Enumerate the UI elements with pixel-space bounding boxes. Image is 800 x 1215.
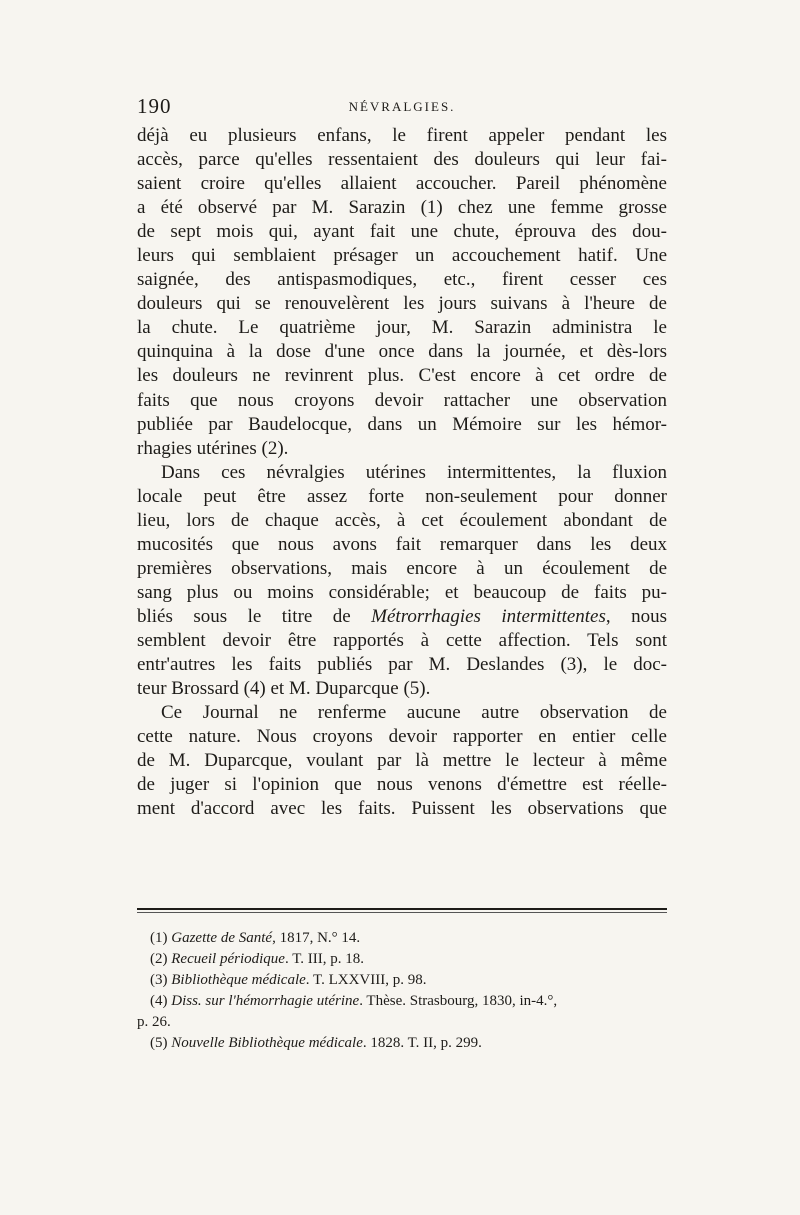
footnote-detail: . T. LXXVIII, p. 98. bbox=[305, 972, 427, 988]
text-line: locale peut être assez forte non-seulement pour donner bbox=[137, 485, 667, 507]
text-span: bliés sous le titre de bbox=[137, 605, 372, 627]
text-line: ment d'accord avec les faits. Puissent les observations que bbox=[137, 798, 667, 820]
separator-rule bbox=[137, 912, 667, 913]
running-title: NÉVRALGIES. bbox=[348, 99, 456, 114]
body-text bbox=[137, 124, 667, 821]
text-line: semblent devoir être rapportés à cette affection. Tels sont bbox=[137, 629, 667, 651]
text-line: déjà eu plusieurs enfans, le firent appeler pendant les bbox=[137, 125, 667, 146]
footnote-source: Bibliothèque médicale bbox=[171, 972, 306, 988]
text-line: teur Brossard (4) et M. Duparcque (5). bbox=[137, 678, 431, 700]
text-line: rhagies utérines (2). bbox=[137, 437, 289, 459]
text-line: saient croire qu'elles allaient accoucher. Pareil phénomène bbox=[137, 173, 667, 195]
footnote bbox=[150, 949, 667, 970]
footnote bbox=[150, 970, 667, 991]
text-line: faits que nous croyons devoir rattacher une observation bbox=[137, 389, 667, 411]
footnote-number: (4) bbox=[150, 993, 168, 1009]
text-line: douleurs qui se renouvelèrent les jours suivans à l'heure de bbox=[137, 293, 667, 315]
text-line: premières observations, mais encore à un écoulement de bbox=[137, 557, 667, 579]
text-line: cette nature. Nous croyons devoir rapporter en entier celle bbox=[137, 726, 667, 748]
text-line: la chute. Le quatrième jour, M. Sarazin administra le bbox=[137, 317, 667, 339]
separator-rule bbox=[137, 908, 667, 910]
text-span: , nous bbox=[605, 605, 667, 627]
text-line: Dans ces névralgies utérines intermittentes, la fluxion bbox=[161, 461, 667, 483]
footnote-detail: , 1817, N.° 14. bbox=[272, 930, 361, 946]
footnote-detail: . T. III, p. 18. bbox=[284, 951, 364, 967]
text-line: Ce Journal ne renferme aucune autre observation de bbox=[161, 702, 667, 724]
page-number: 190 bbox=[137, 94, 172, 118]
text-line: leurs qui semblaient présager un accouchement hatif. Une bbox=[137, 245, 667, 267]
text-line: quinquina à la dose d'une once dans la journée, et dès-lors bbox=[137, 341, 667, 363]
footnote bbox=[150, 991, 667, 1012]
text-line: accès, parce qu'elles ressentaient des douleurs qui leur fai- bbox=[137, 149, 667, 171]
footnote-number: (1) bbox=[150, 930, 168, 946]
footnote-detail: p. 26. bbox=[137, 1014, 171, 1030]
text-line-with-italic bbox=[137, 605, 667, 629]
text-line: entr'autres les faits publiés par M. Deslandes (3), le doc- bbox=[137, 654, 667, 676]
footnote-separator bbox=[137, 908, 667, 913]
text-line: lieu, lors de chaque accès, à cet écoulement abondant de bbox=[137, 509, 667, 531]
footnote-source: Nouvelle Bibliothèque médicale bbox=[171, 1035, 363, 1051]
text-line: de juger si l'opinion que nous venons d'émettre est réelle- bbox=[137, 774, 667, 796]
footnote-number: (2) bbox=[150, 951, 168, 967]
footnote-detail: . 1828. T. II, p. 299. bbox=[362, 1035, 482, 1051]
footnote bbox=[150, 1033, 667, 1054]
text-line: a été observé par M. Sarazin (1) chez une femme grosse bbox=[137, 197, 667, 219]
text-line: de sept mois qui, ayant fait une chute, éprouva des dou- bbox=[137, 221, 667, 243]
text-line: sang plus ou moins considérable; et beaucoup de faits pu- bbox=[137, 581, 667, 603]
footnote-source: Gazette de Santé bbox=[171, 930, 273, 946]
text-line: de M. Duparcque, voulant par là mettre le lecteur à même bbox=[137, 750, 667, 772]
footnote-detail: . Thèse. Strasbourg, 1830, in-4.°, bbox=[359, 993, 558, 1009]
footnote-number: (5) bbox=[150, 1035, 168, 1051]
footnote-source: Diss. sur l'hémorrhagie utérine bbox=[171, 993, 360, 1009]
text-line: publiée par Baudelocque, dans un Mémoire sur les hémor- bbox=[137, 413, 667, 435]
footnote-continuation bbox=[137, 1012, 667, 1033]
text-line: mucosités que nous avons fait remarquer dans les deux bbox=[137, 533, 667, 555]
page-header bbox=[137, 94, 667, 118]
footnotes bbox=[137, 928, 667, 1054]
text-line: les douleurs ne revinrent plus. C'est encore à cet ordre de bbox=[137, 365, 667, 387]
italic-title: Métrorrhagies intermittentes bbox=[371, 605, 606, 627]
footnote-source: Recueil périodique bbox=[171, 951, 285, 967]
footnote-number: (3) bbox=[150, 972, 168, 988]
footnote bbox=[150, 928, 667, 949]
text-line: saignée, des antispasmodiques, etc., firent cesser ces bbox=[137, 269, 667, 291]
